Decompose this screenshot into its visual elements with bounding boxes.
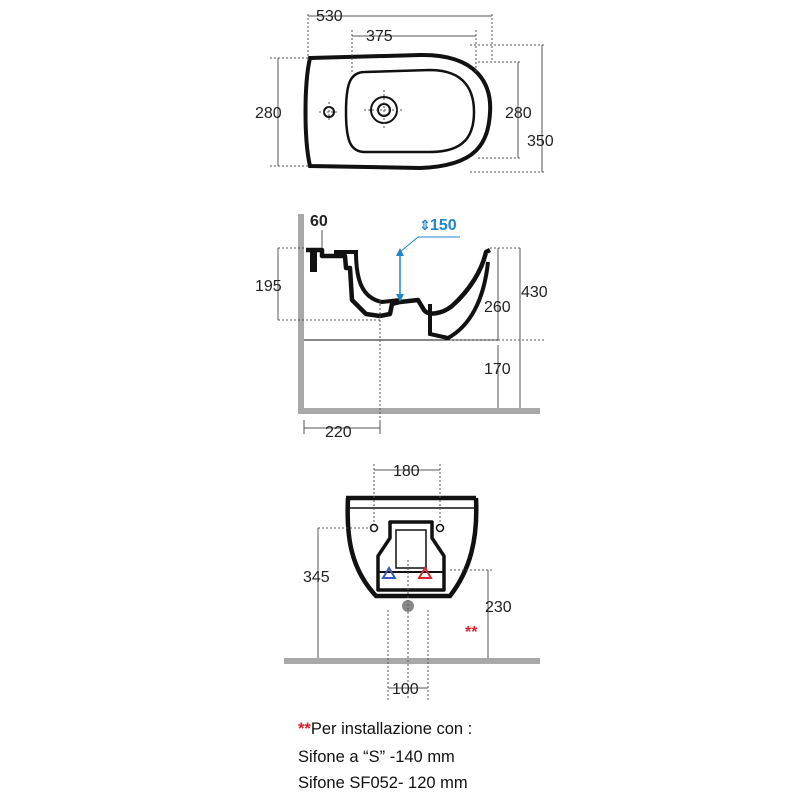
dim-rim-offset: 60 (310, 213, 328, 230)
dim-bowl-width: 375 (366, 28, 393, 45)
dim-floor-to-bottom: 170 (484, 361, 511, 378)
front-view (284, 463, 540, 700)
dim-height-fixing: 345 (303, 569, 330, 586)
note-line-3: Sifone SF052- 120 mm (298, 774, 468, 792)
dim-overall-width: 530 (316, 8, 343, 25)
side-view (255, 213, 548, 441)
front-view-cavity (378, 522, 444, 590)
note-marker: ** (298, 720, 311, 738)
note-line-2: Sifone a “S” -140 mm (298, 748, 455, 766)
wall (298, 214, 304, 414)
dim-overall-depth: 280 (255, 105, 282, 122)
side-view-body (306, 250, 490, 316)
dim-wall-to-waste: 220 (325, 424, 352, 441)
top-view (255, 8, 554, 172)
dim-bowl-depth: 280 (505, 105, 532, 122)
dim-waste-offset: 100 (392, 681, 419, 698)
front-view-body (346, 498, 476, 596)
dim-fixing-distance: 180 (393, 463, 420, 480)
dim-height-a: 195 (255, 278, 282, 295)
note-line-1-text: Per installazione con : (310, 720, 473, 738)
note-line-1 (298, 720, 472, 739)
dim-adjustable-symbol: ⇕ (419, 217, 431, 233)
dim-waste-height: 230 (485, 599, 512, 616)
fixing-hole-right (437, 525, 444, 532)
dim-total-depth: 350 (527, 133, 554, 150)
dim-total-height: 430 (521, 284, 548, 301)
side-view-tap (310, 252, 317, 272)
dim-adjustable: 150 (430, 217, 457, 234)
dim-bowl-height: 260 (484, 299, 511, 316)
front-star-marker: ** (465, 624, 478, 641)
top-view-bowl (346, 70, 474, 152)
floor-side (298, 408, 540, 414)
floor-front (284, 658, 540, 664)
